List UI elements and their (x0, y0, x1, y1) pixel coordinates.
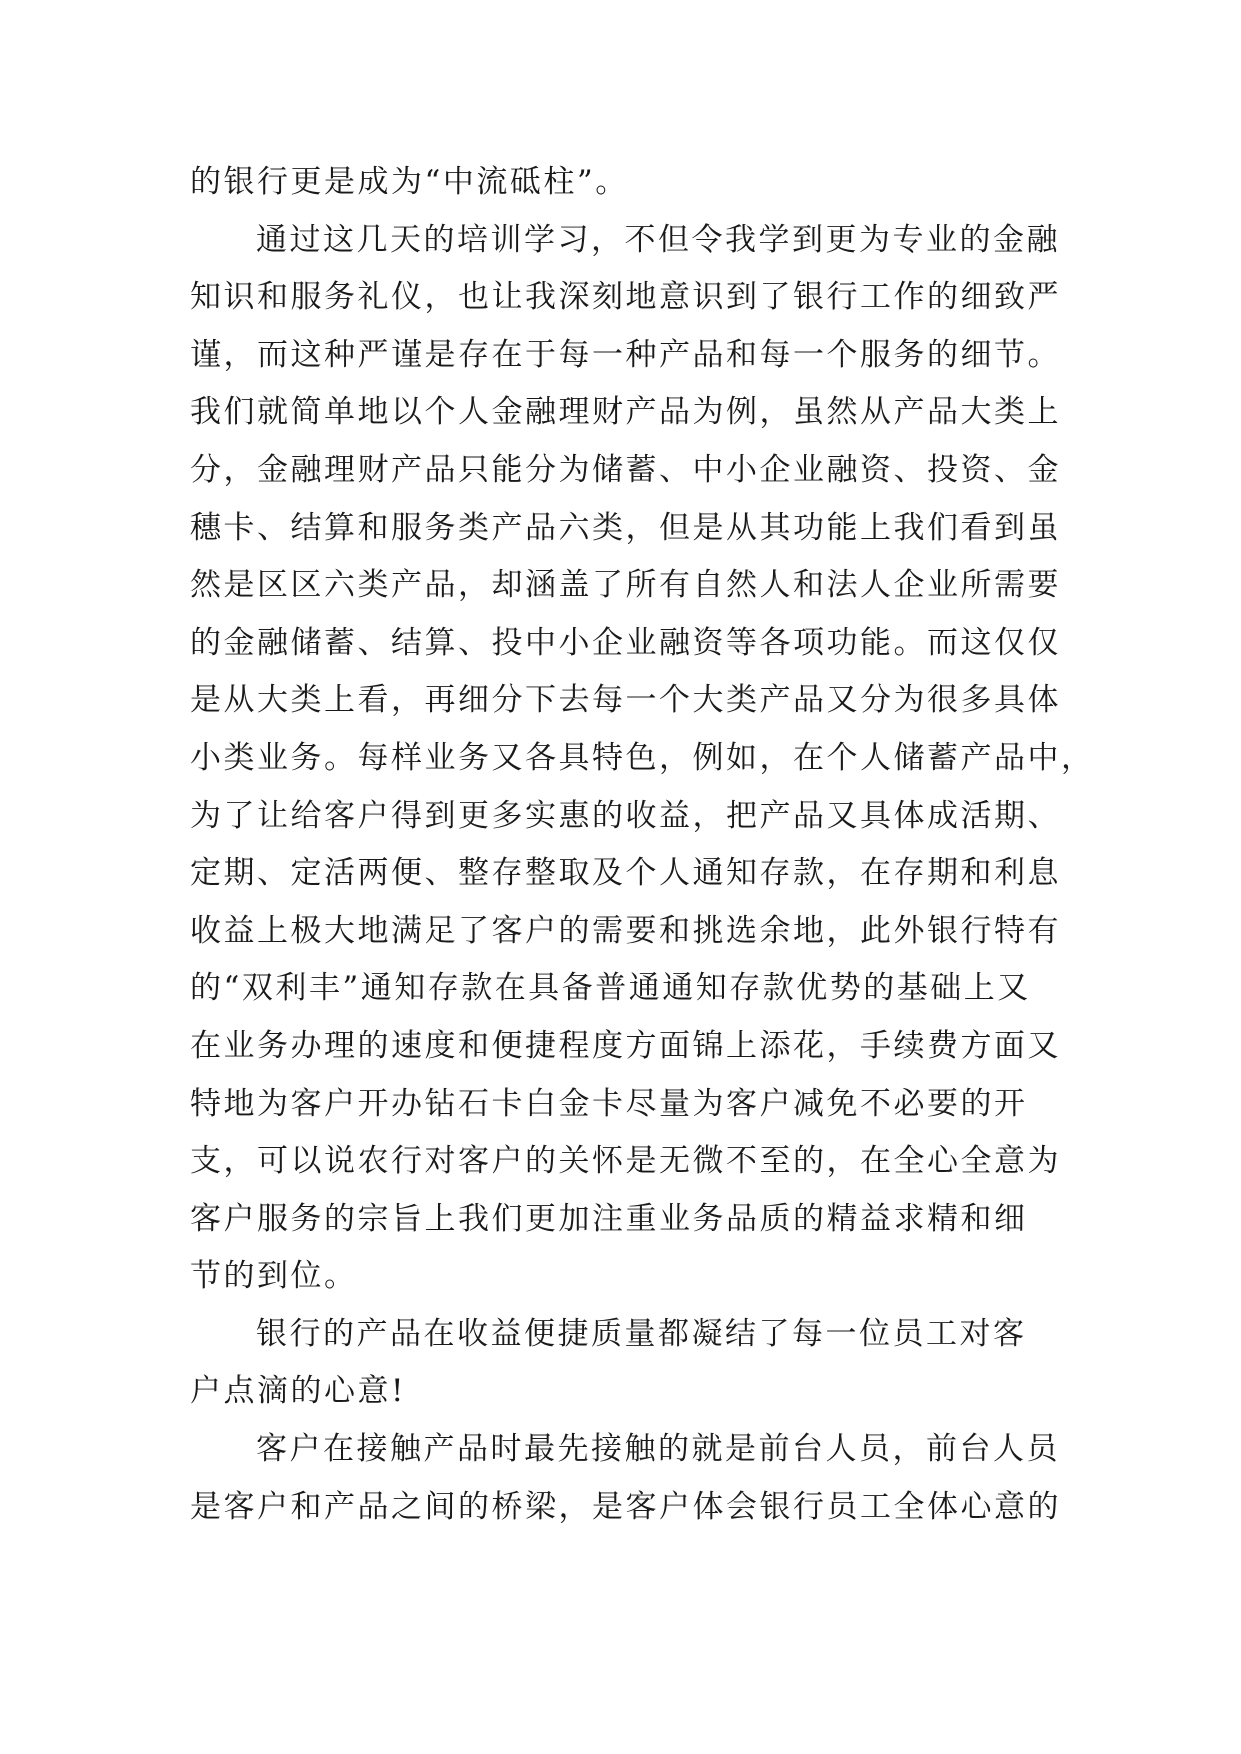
text-line: 为了让给客户得到更多实惠的收益，把产品又具体成活期、 (190, 797, 1061, 834)
text-line: 定期、定活两便、整存整取及个人通知存款，在存期和利息 (190, 855, 1061, 892)
text-line: 支，可以说农行对客户的关怀是无微不至的，在全心全意为 (190, 1143, 1061, 1180)
text-line: 在业务办理的速度和便捷程度方面锦上添花，手续费方面又 (190, 1027, 1061, 1064)
text-line: 然是区区六类产品，却涵盖了所有自然人和法人企业所需要 (190, 567, 1061, 604)
text-line: 节的到位。 (190, 1258, 358, 1295)
text-line: 穗卡、结算和服务类产品六类，但是从其功能上我们看到虽 (190, 509, 1061, 546)
text-line: 分，金融理财产品只能分为储蓄、中小企业融资、投资、金 (190, 451, 1061, 488)
text-line: 是从大类上看，再细分下去每一个大类产品又分为很多具体 (190, 682, 1061, 719)
text-line: 小类业务。每样业务又各具特色，例如，在个人储蓄产品中， (190, 739, 1095, 776)
text-line: 客户服务的宗旨上我们更加注重业务品质的精益求精和细 (190, 1200, 1028, 1237)
text-line: 客户在接触产品时最先接触的就是前台人员，前台人员 (256, 1431, 1060, 1468)
text-line: 的“双利丰”通知存款在具备普通通知存款优势的基础上又 (190, 970, 1031, 1007)
text-line: 我们就简单地以个人金融理财产品为例，虽然从产品大类上 (190, 394, 1061, 431)
text-line: 的金融储蓄、结算、投中小企业融资等各项功能。而这仅仅 (190, 624, 1061, 661)
body-text (190, 154, 1095, 1536)
text-line: 银行的产品在收益便捷质量都凝结了每一位员工对客 (256, 1315, 1027, 1352)
text-line: 是客户和产品之间的桥梁，是客户体会银行员工全体心意的 (190, 1488, 1061, 1525)
text-line: 户点滴的心意! (190, 1373, 406, 1410)
text-line: 谨，而这种严谨是存在于每一种产品和每一个服务的细节。 (190, 336, 1061, 373)
text-line: 特地为客户开办钻石卡白金卡尽量为客户减免不必要的开 (190, 1085, 1028, 1122)
text-line: 收益上极大地满足了客户的需要和挑选余地，此外银行特有 (190, 912, 1061, 949)
text-line: 的银行更是成为“中流砥柱”。 (190, 164, 629, 200)
text-line: 知识和服务礼仪，也让我深刻地意识到了银行工作的细致严 (190, 279, 1061, 316)
text-line: 通过这几天的培训学习，不但令我学到更为专业的金融 (256, 221, 1060, 258)
